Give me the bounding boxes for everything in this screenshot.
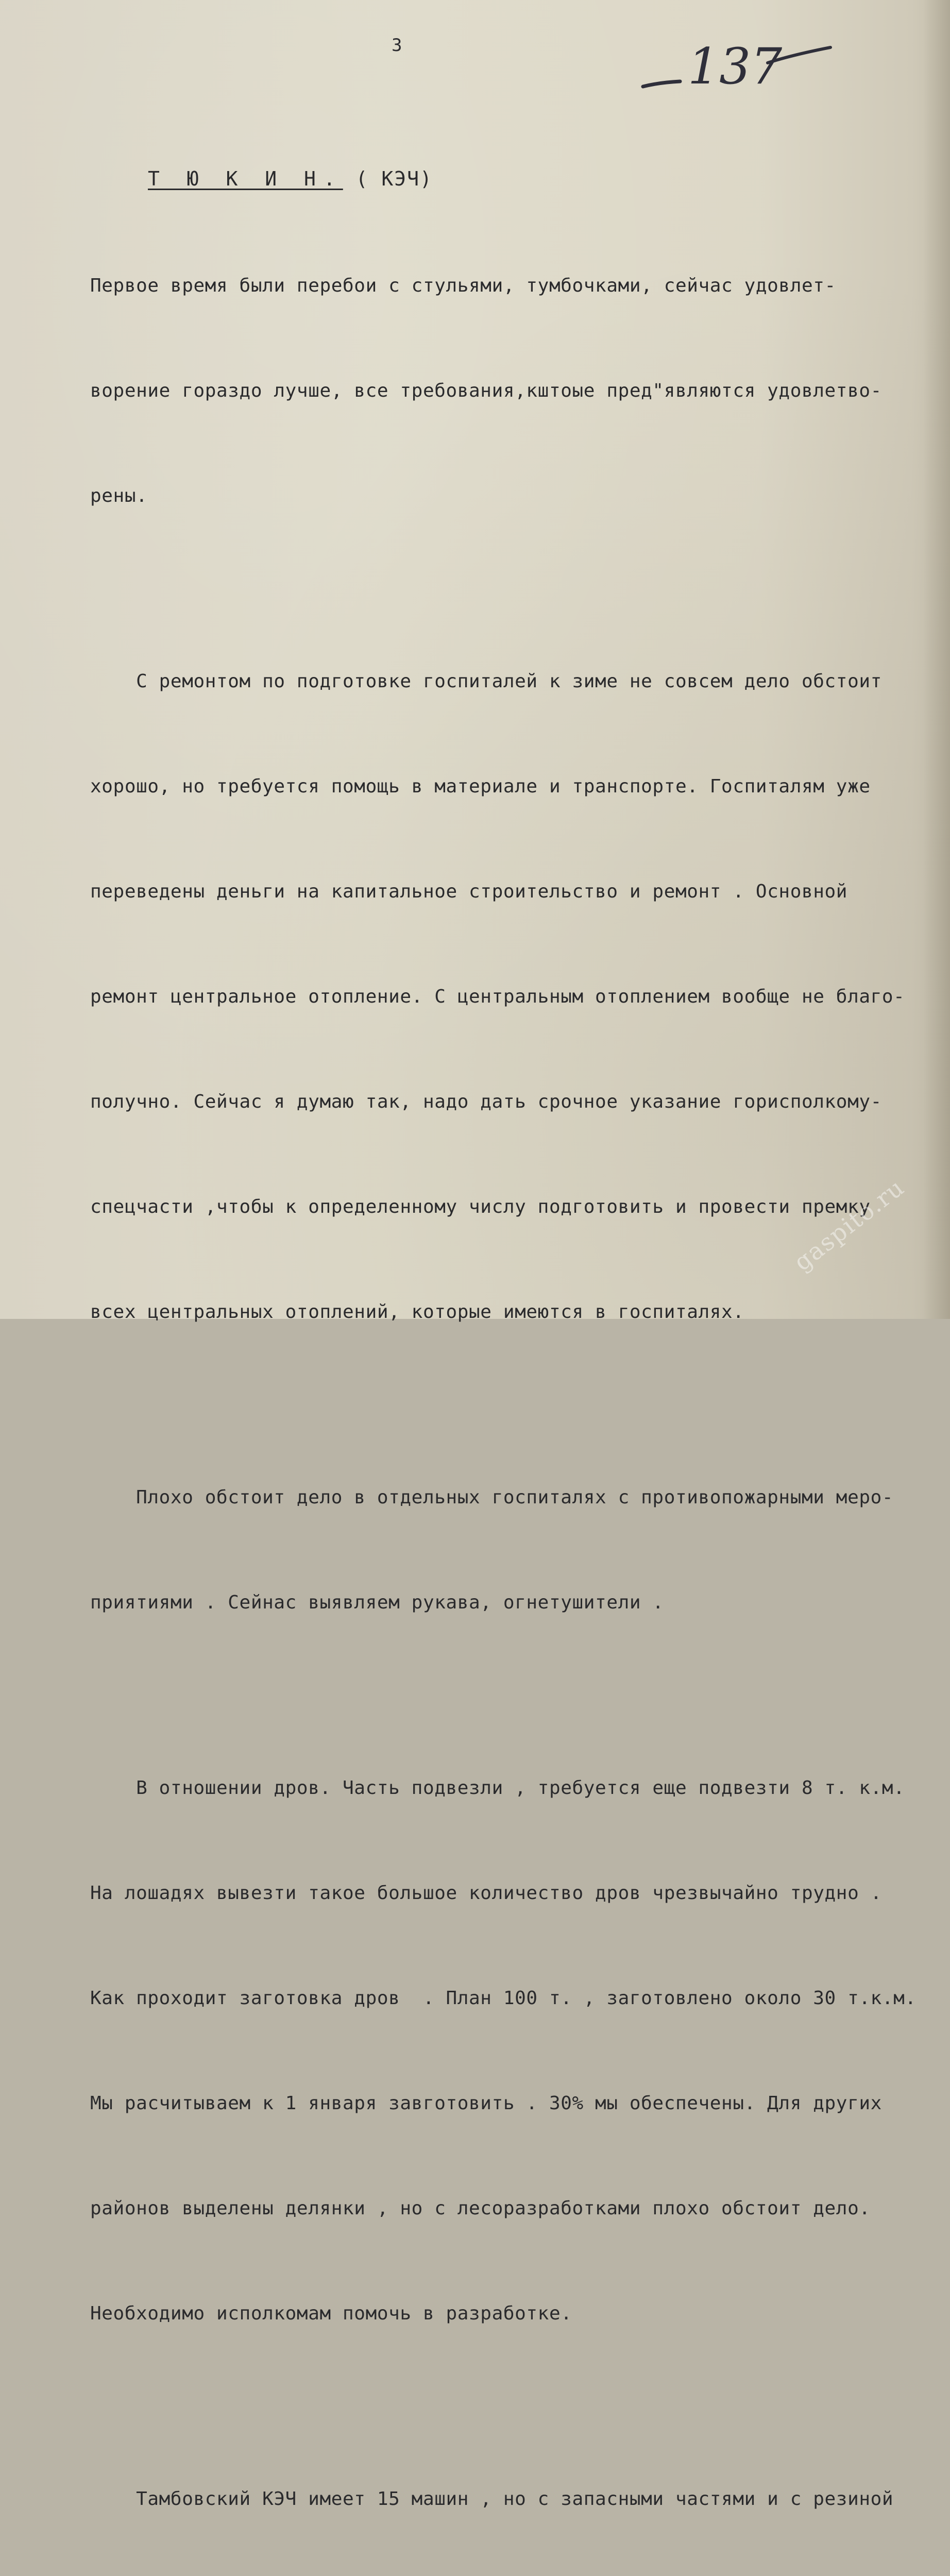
paragraph	[90, 1410, 935, 1690]
text-line: Мы расчитываем к 1 января завготовить . 30% мы обеспечены. Для других	[90, 2093, 882, 2114]
text-line: Плохо обстоит дело в отдельных госпиталях с противопожарными меро-	[90, 1487, 894, 1508]
folio-dash-left	[643, 81, 680, 87]
handwritten-folio-number	[639, 26, 835, 98]
text-line: Необходимо исполкомам помочь в разработке.	[90, 2303, 572, 2324]
speaker-role: ( КЭЧ)	[343, 167, 433, 190]
text-line: хорошо, но требуется помощь в материале и транспорте. Госпиталям уже	[90, 776, 871, 797]
text-line: Как проходит заготовка дров . План 100 т. , заготовлено около 30 т.к.м.	[90, 1988, 917, 2009]
text-line: переведены деньги на капитальное строительство и ремонт . Основной	[90, 881, 848, 902]
text-line: ворение гораздо лучше, все требования,кштоые пред"являются удовлетво-	[90, 380, 882, 401]
page-number: 3	[392, 35, 402, 56]
text-line: получно. Сейчас я думаю так, надо дать срочное указание горисполкому-	[90, 1091, 882, 1112]
speaker-heading	[148, 167, 433, 190]
paragraph	[90, 2412, 935, 2576]
watermark: gaspito.ru	[788, 1173, 910, 1277]
text-line: спецчасти ,чтобы к определенному числу подготовить и провести премку	[90, 1196, 871, 1217]
text-line: ремонт центральное отопление. С центральным отоплением вообще не благо-	[90, 986, 905, 1007]
paragraph	[90, 594, 935, 1400]
text-line: всех центральных отоплений, которые имеются в госпиталях.	[90, 1301, 744, 1323]
body-text	[90, 198, 935, 2576]
folio-ink-svg	[639, 26, 835, 98]
text-line: рены.	[90, 485, 148, 506]
text-line: В отношении дров. Часть подвезли , требуется еще подвезти 8 т. к.м.	[90, 1777, 905, 1799]
text-line: На лошадях вывезти такое большое количество дров чрезвычайно трудно .	[90, 1883, 882, 1904]
text-line: Тамбовский КЭЧ имеет 15 машин , но с запасными частями и с резиной	[90, 2488, 894, 2510]
speaker-name: Т Ю К И Н.	[148, 167, 343, 190]
paragraph	[90, 1701, 935, 2401]
text-line: С ремонтом по подготовке госпиталей к зиме не совсем дело обстоит	[90, 671, 882, 692]
text-line: Первое время были перебои с стульями, тумбочками, сейчас удовлет-	[90, 275, 836, 296]
text-line: приятиями . Сейнас выявляем рукава, огнетушители .	[90, 1592, 664, 1613]
text-line: районов выделены делянки , но с лесоразработками плохо обстоит дело.	[90, 2198, 871, 2219]
folio-number-text: 137	[688, 38, 783, 95]
paragraph	[90, 198, 935, 584]
